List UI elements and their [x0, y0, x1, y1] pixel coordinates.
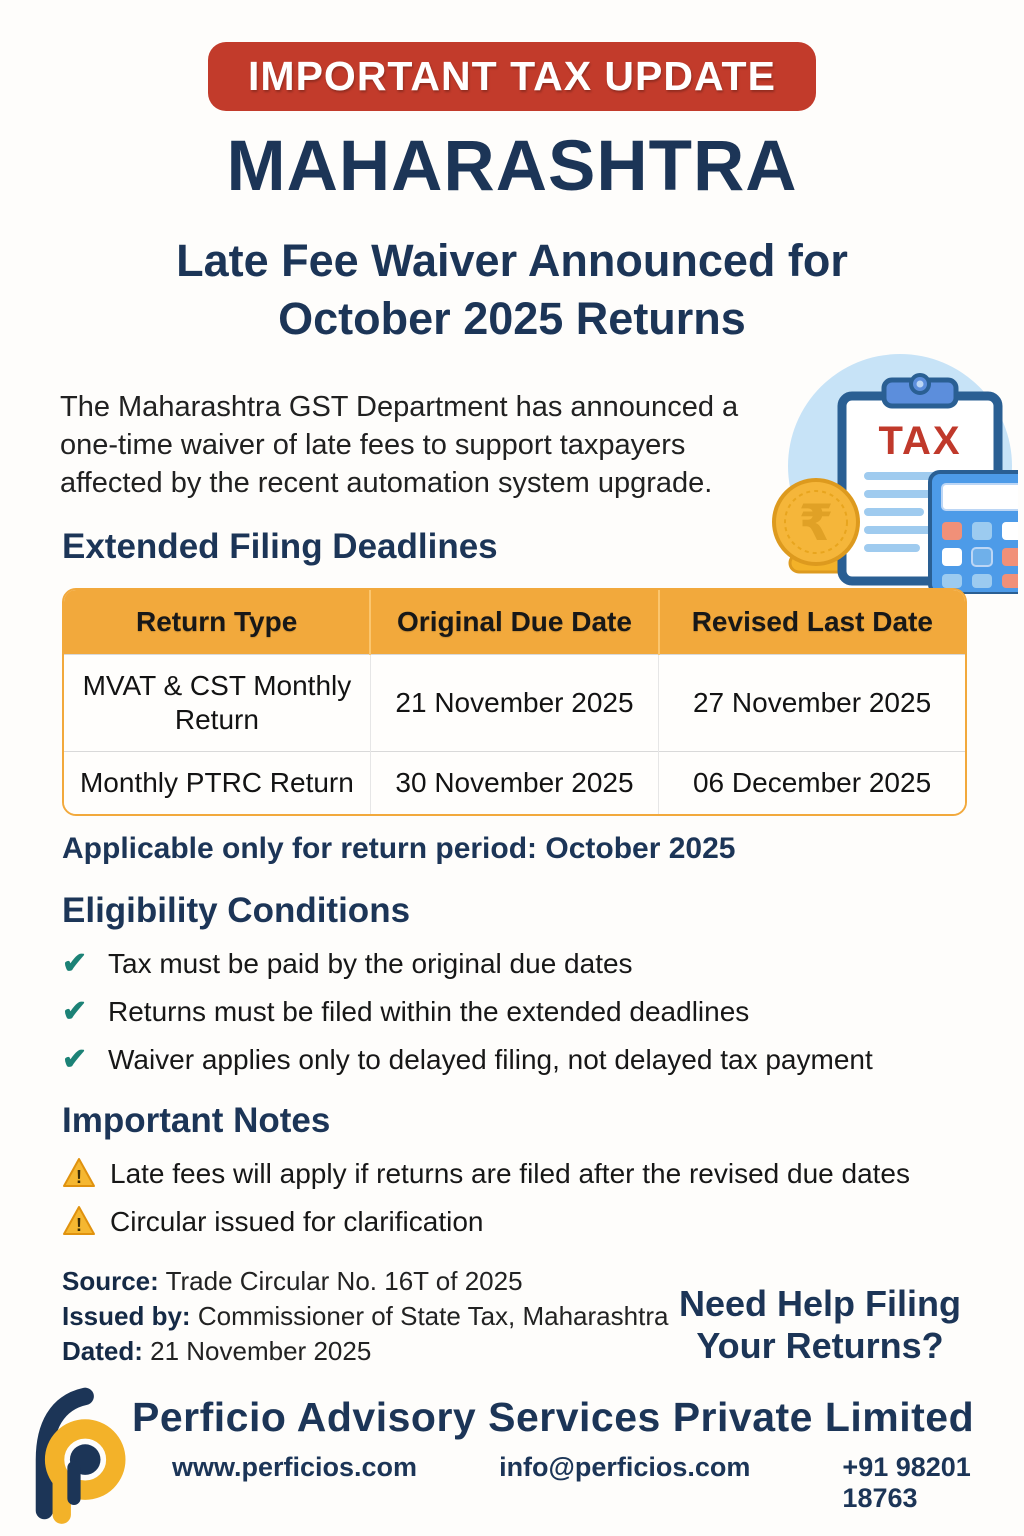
eligibility-item-text: Returns must be filed within the extended deadlines [108, 996, 750, 1027]
applicable-period-note: Applicable only for return period: October 2025 [62, 832, 736, 865]
company-name: Perficio Advisory Services Private Limited [132, 1394, 975, 1440]
email-link[interactable]: info@perficios.com [499, 1452, 751, 1482]
note-item-text: Late fees will apply if returns are filed after the revised due dates [110, 1158, 910, 1189]
eligibility-item-text: Waiver applies only to delayed filing, not delayed tax payment [108, 1044, 873, 1075]
source-block [62, 1264, 668, 1369]
note-item-text: Circular issued for clarification [110, 1206, 484, 1237]
tax-illustration-svg [772, 344, 1018, 594]
list-item [62, 1158, 1002, 1190]
table-row [64, 752, 965, 815]
subtitle-line-2: October 2025 Returns [278, 292, 746, 344]
eligibility-list [62, 948, 982, 1092]
intro-paragraph: The Maharashtra GST Department has announced a one-time waiver of late fees to support taxpayers affected by the recent automation system upgrade. [60, 391, 739, 499]
check-icon: ✔ [62, 1043, 88, 1076]
check-icon: ✔ [62, 947, 88, 980]
eligibility-item-text: Tax must be paid by the original due dates [108, 948, 633, 979]
help-line-1: Need Help Filing [678, 1283, 962, 1324]
tax-clipboard-illustration [772, 344, 1018, 594]
deadlines-table [62, 588, 967, 816]
help-callout [640, 1283, 1000, 1368]
warning-exclamation: ! [76, 1167, 82, 1187]
notes-list [62, 1158, 1002, 1254]
cell-original-due: 30 November 2025 [370, 752, 658, 815]
cell-return-type: MVAT & CST Monthly Return [64, 655, 370, 752]
issued-by-line [62, 1299, 668, 1334]
cell-original-due: 21 November 2025 [370, 655, 658, 752]
col-header-return-type: Return Type [64, 590, 370, 655]
col-header-revised-last: Revised Last Date [659, 590, 965, 655]
list-item [62, 1206, 1002, 1238]
list-item [62, 1044, 982, 1076]
list-item [62, 996, 982, 1028]
warning-icon [62, 1157, 96, 1189]
top-banner [0, 42, 1024, 111]
cell-return-type: Monthly PTRC Return [64, 752, 370, 815]
warning-exclamation: ! [76, 1215, 82, 1235]
issued-by-value: Commissioner of State Tax, Maharashtra [197, 1301, 669, 1331]
page-subtitle [0, 232, 1024, 347]
dated-line [62, 1334, 668, 1369]
source-line [62, 1264, 668, 1299]
rupee-coin-icon [774, 480, 858, 564]
subtitle-line-1: Late Fee Waiver Announced for [176, 235, 848, 286]
cell-revised-last: 06 December 2025 [659, 752, 965, 815]
calculator-icon [930, 472, 1018, 594]
notes-heading: Important Notes [62, 1101, 331, 1140]
important-tax-update-badge: IMPORTANT TAX UPDATE [208, 42, 816, 111]
page-title: MAHARASHTRA [226, 127, 798, 206]
table-row [64, 655, 965, 752]
clipboard-tax-label: TAX [878, 419, 962, 463]
dated-label: Dated: [62, 1336, 143, 1366]
eligibility-heading: Eligibility Conditions [62, 891, 411, 930]
website-link[interactable]: www.perficios.com [172, 1452, 418, 1482]
phone-link[interactable]: +91 98201 18763 [842, 1452, 971, 1513]
source-label: Source: [62, 1266, 159, 1296]
perficio-logo [24, 1386, 126, 1524]
help-line-2: Your Returns? [696, 1325, 944, 1367]
warning-icon [62, 1205, 96, 1237]
dated-value: 21 November 2025 [150, 1336, 372, 1366]
source-value: Trade Circular No. 16T of 2025 [165, 1266, 523, 1296]
cell-revised-last: 27 November 2025 [659, 655, 965, 752]
coin-rupee-symbol: ₹ [798, 494, 834, 552]
check-icon: ✔ [62, 995, 88, 1028]
issued-by-label: Issued by: [62, 1301, 191, 1331]
table-header-row [64, 590, 965, 655]
contact-row [132, 1452, 1012, 1514]
deadlines-heading: Extended Filing Deadlines [62, 527, 498, 566]
col-header-original-due: Original Due Date [370, 590, 658, 655]
list-item [62, 948, 982, 980]
